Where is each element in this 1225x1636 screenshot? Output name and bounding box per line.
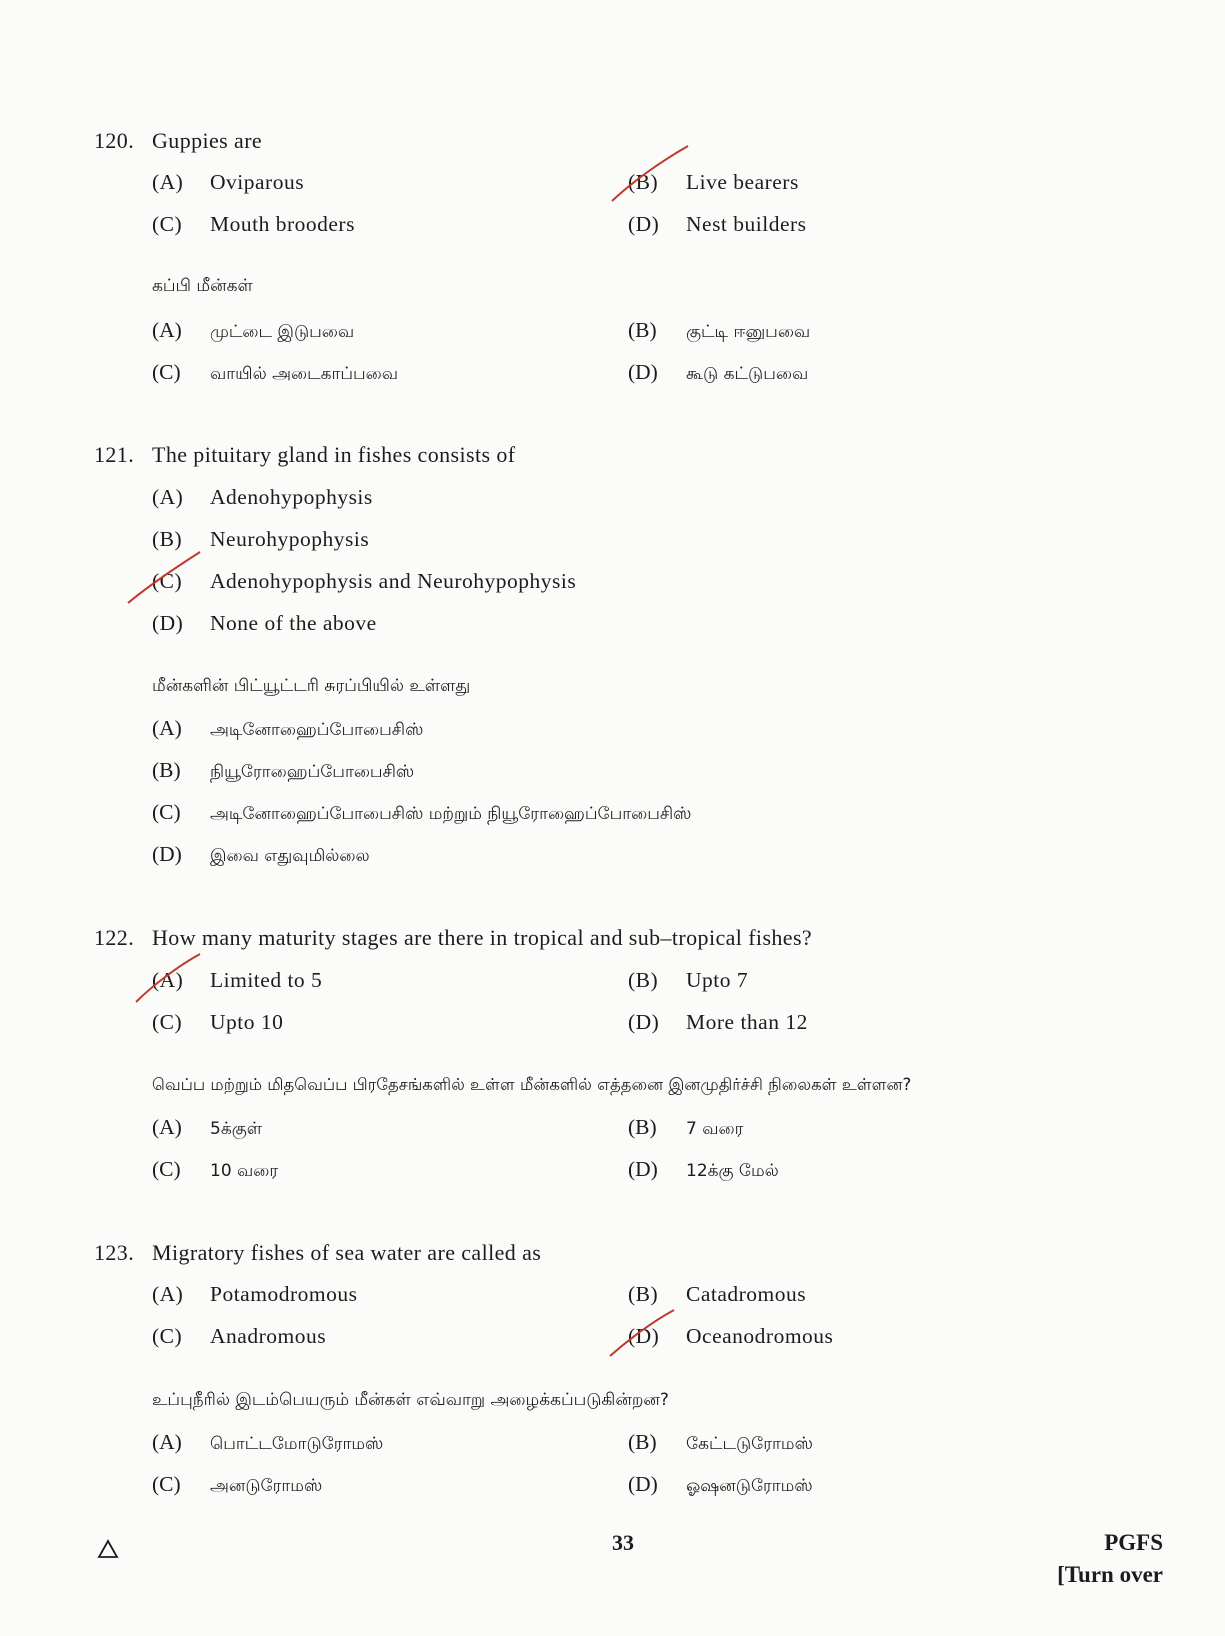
question-123-stem: 123. Migratory fishes of sea water are called as [94, 1240, 542, 1265]
q123-stem-tamil: உப்புநீரில் இடம்பெயரும் மீன்கள் எவ்வாறு அழைக்கப்படுகின்றன? [152, 1390, 669, 1410]
q120-option-b: (B) Live bearers [628, 170, 799, 194]
q122-stem-tamil: வெப்ப மற்றும் மிதவெப்ப பிரதேசங்களில் உள்ள மீன்களில் எத்தனை இனமுதிர்ச்சி நிலைகள் உள்ளன? [152, 1075, 912, 1094]
q122-option-d-tamil: (D) 12க்கு மேல் [628, 1157, 779, 1181]
q121-option-c-tamil: (C) அடினோஹைப்போபைசிஸ் மற்றும் நியூரோஹைப்போபைசிஸ் [152, 800, 692, 824]
q120-option-d: (D) Nest builders [628, 212, 807, 236]
q121-option-c: (C) Adenohypophysis and Neurohypophysis [152, 569, 577, 593]
q120-option-a-tamil: (A) முட்டை இடுபவை [152, 318, 355, 342]
q123-option-a-tamil: (A) பொட்டமோடுரோமஸ் [152, 1430, 384, 1454]
q123-option-c-tamil: (C) அனடுரோமஸ் [152, 1472, 323, 1496]
q121-option-a-tamil: (A) அடினோஹைப்போபைசிஸ் [152, 716, 424, 740]
paper-code: PGFS [1104, 1530, 1163, 1555]
q120-option-c-tamil: (C) வாயில் அடைகாப்பவை [152, 360, 399, 384]
question-122-stem: 122. How many maturity stages are there in tropical and sub–tropical fishes? [94, 925, 813, 950]
triangle-icon [97, 1539, 119, 1559]
q122-option-d: (D) More than 12 [628, 1010, 808, 1034]
q122-option-c: (C) Upto 10 [152, 1010, 284, 1034]
q122-option-b-tamil: (B) 7 வரை [628, 1115, 744, 1139]
q121-option-d-tamil: (D) இவை எதுவுமில்லை [152, 842, 370, 866]
q123-option-b-tamil: (B) கேட்டடுரோமஸ் [628, 1430, 813, 1454]
q122-option-c-tamil: (C) 10 வரை [152, 1157, 279, 1181]
q120-option-a: (A) Oviparous [152, 170, 305, 194]
q122-option-a-tamil: (A) 5க்குள் [152, 1115, 263, 1139]
q120-stem-tamil: கப்பி மீன்கள் [152, 276, 253, 296]
q120-option-b-tamil: (B) குட்டி ஈனுபவை [628, 318, 811, 342]
q120-option-c: (C) Mouth brooders [152, 212, 355, 236]
page-number: 33 [612, 1530, 634, 1555]
question-120-stem: 120. Guppies are [94, 128, 263, 153]
q121-option-b-tamil: (B) நியூரோஹைப்போபைசிஸ் [152, 758, 415, 782]
q123-option-d: (D) Oceanodromous [628, 1324, 834, 1348]
turn-over-note: [Turn over [1057, 1562, 1163, 1587]
q121-option-d: (D) None of the above [152, 611, 377, 635]
q122-option-b: (B) Upto 7 [628, 968, 749, 992]
question-121-stem: 121. The pituitary gland in fishes consists of [94, 442, 516, 467]
q123-option-d-tamil: (D) ஓஷனடுரோமஸ் [628, 1472, 813, 1496]
q123-option-a: (A) Potamodromous [152, 1282, 358, 1306]
q121-stem-tamil: மீன்களின் பிட்யூட்டரி சுரப்பியில் உள்ளது [152, 676, 471, 696]
q120-option-d-tamil: (D) கூடு கட்டுபவை [628, 360, 809, 384]
q122-option-a: (A) Limited to 5 [152, 968, 323, 992]
q121-option-a: (A) Adenohypophysis [152, 485, 373, 509]
q121-option-b: (B) Neurohypophysis [152, 527, 370, 551]
q123-option-c: (C) Anadromous [152, 1324, 327, 1348]
q123-option-b: (B) Catadromous [628, 1282, 807, 1306]
